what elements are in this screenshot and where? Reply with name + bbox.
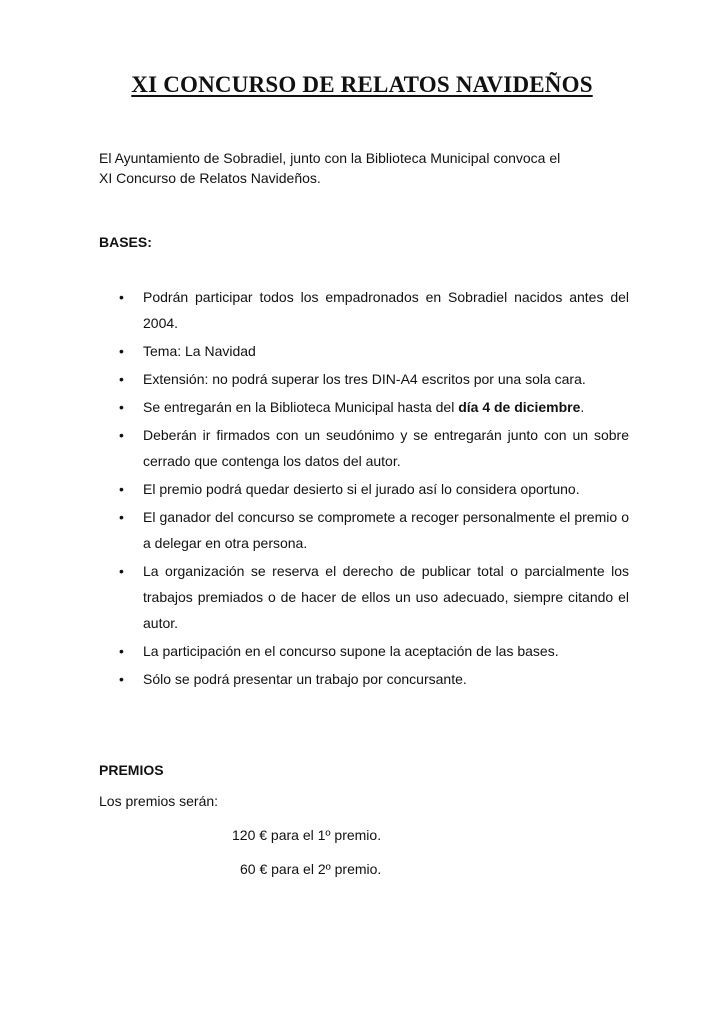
document-title: XI CONCURSO DE RELATOS NAVIDEÑOS (131, 72, 593, 97)
bases-list (99, 284, 629, 694)
intro-line: XI Concurso de Relatos Navideños. (99, 170, 321, 186)
bases-item: • Deberán ir firmados con un seudónimo y se entregarán junto con un sobre cerrado que contenga los datos del autor. (99, 422, 629, 474)
bases-item: • El ganador del concurso se compromete a recoger personalmente el premio o a delegar en otra persona. (99, 504, 629, 556)
bases-item: • La organización se reserva el derecho de publicar total o parcialmente los trabajos premiados o de hacer de ellos un uso adecuado, siempre citando el autor. (99, 558, 629, 636)
bullet-icon: • (119, 289, 124, 305)
bullet-icon: • (119, 643, 124, 659)
bullet-icon: • (119, 509, 124, 525)
first-prize: 120 € para el 1º premio. (232, 827, 382, 843)
bullet-icon: • (119, 671, 124, 687)
bullet-icon: • (119, 427, 124, 443)
bullet-icon: • (119, 371, 124, 387)
deadline-date: día 4 de diciembre (458, 399, 581, 415)
bullet-icon: • (119, 399, 124, 415)
bases-item: • El premio podrá quedar desierto si el jurado así lo considera oportuno. (99, 476, 629, 502)
intro-line: El Ayuntamiento de Sobradiel, junto con la Biblioteca Municipal convoca el (99, 150, 561, 166)
bases-item: • Sólo se podrá presentar un trabajo por concursante. (99, 666, 629, 692)
bases-item: • Podrán participar todos los empadronados en Sobradiel nacidos antes del 2004. (99, 284, 629, 336)
bullet-icon: • (119, 563, 124, 579)
bases-item: • Tema: La Navidad (99, 338, 629, 364)
bases-item: • Se entregarán en la Biblioteca Municipal hasta del día 4 de diciembre. (99, 394, 629, 420)
second-prize: 60 € para el 2º premio. (240, 861, 382, 877)
intro-paragraph (99, 148, 659, 188)
bases-heading: BASES: (99, 234, 152, 250)
premios-intro: Los premios serán: (99, 793, 219, 809)
bases-item: • Extensión: no podrá superar los tres DIN-A4 escritos por una sola cara. (99, 366, 629, 392)
bullet-icon: • (119, 343, 124, 359)
premios-heading: PREMIOS (99, 762, 164, 778)
bases-item: • La participación en el concurso supone la aceptación de las bases. (99, 638, 629, 664)
bullet-icon: • (119, 481, 124, 497)
